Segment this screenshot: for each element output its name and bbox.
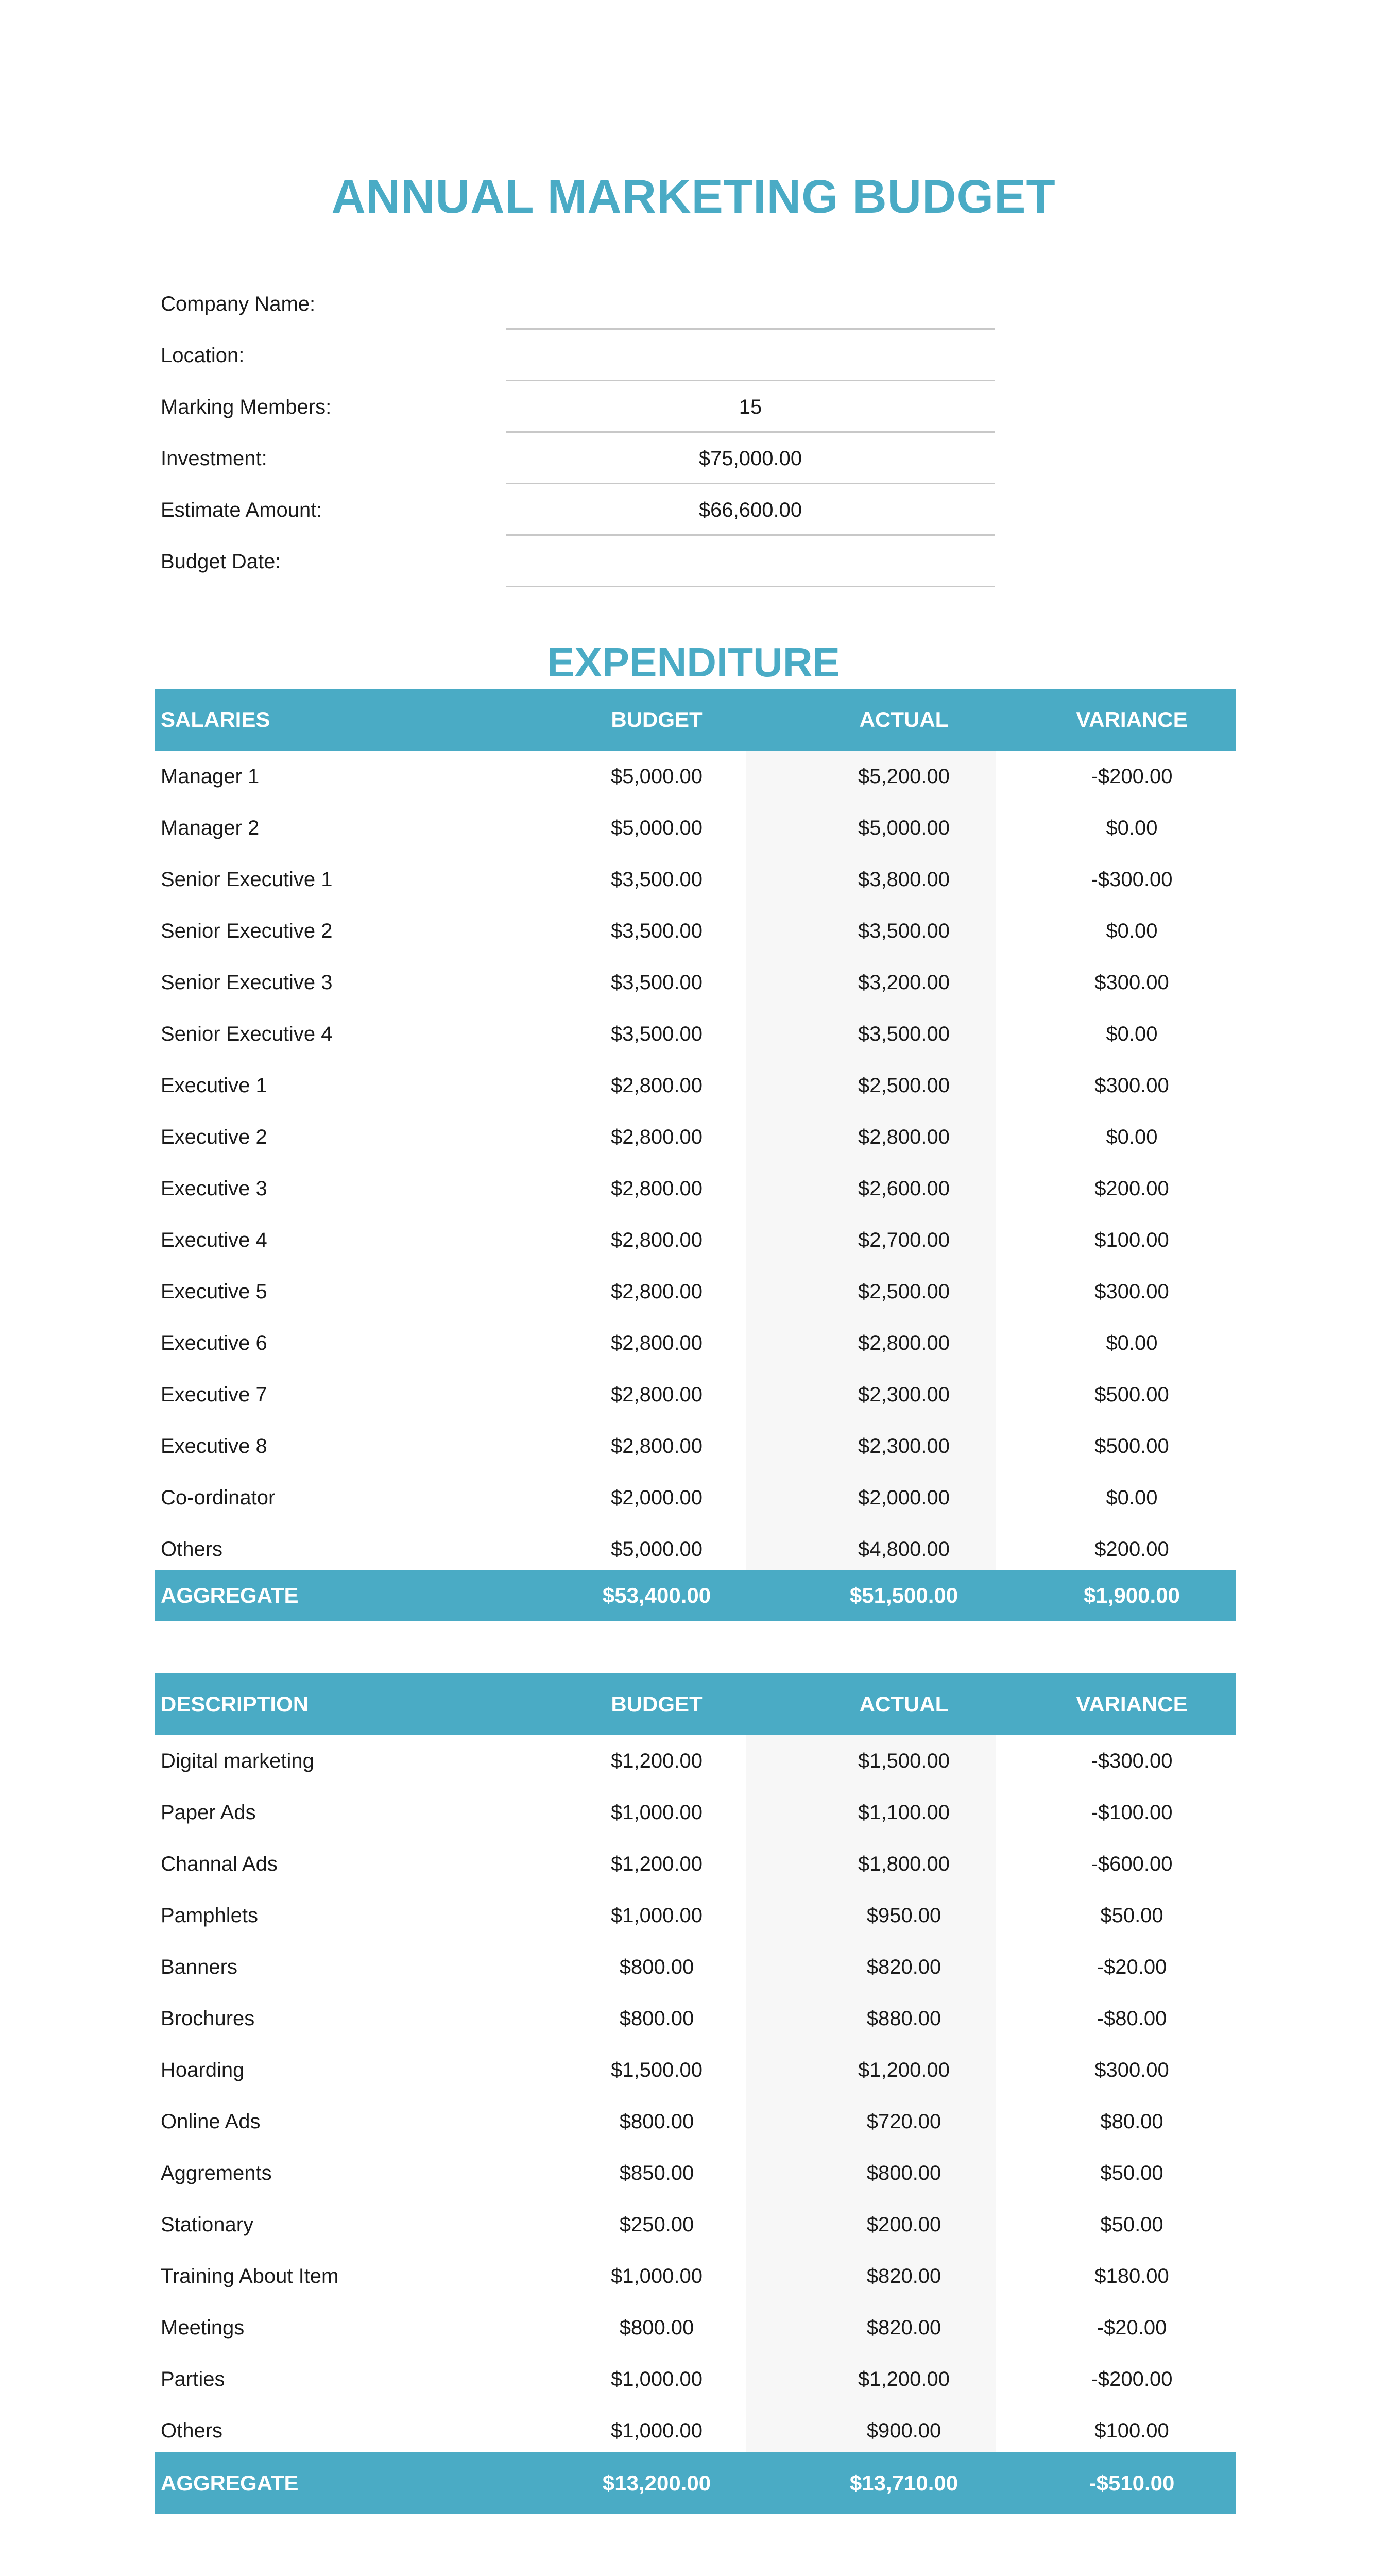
page-title: ANNUAL MARKETING BUDGET	[331, 171, 1056, 223]
aggregate-row	[155, 2452, 1236, 2514]
row-value: $50.00	[1100, 2213, 1163, 2236]
row-value: $1,100.00	[858, 1801, 950, 1824]
info-label: Company Name:	[161, 293, 316, 315]
row-value: $2,800.00	[858, 1331, 950, 1354]
info-row-investment	[161, 433, 995, 484]
table-row	[155, 1941, 1236, 1993]
total-cell: $13,200.00	[602, 2471, 711, 2495]
row-value: $2,800.00	[858, 1125, 950, 1148]
table-row	[155, 2353, 1236, 2405]
row-label: Executive 2	[161, 1125, 267, 1148]
info-row-members	[161, 381, 995, 433]
row-value: $3,500.00	[858, 919, 950, 942]
row-value: $2,700.00	[858, 1228, 950, 1251]
row-value: $3,500.00	[858, 1022, 950, 1045]
row-label: Others	[161, 2419, 223, 2442]
info-label: Budget Date:	[161, 550, 281, 573]
row-value: $200.00	[1094, 1537, 1169, 1561]
info-row-company	[161, 278, 995, 330]
info-row-location	[161, 330, 995, 381]
row-value: -$300.00	[1091, 868, 1173, 891]
row-label: Digital marketing	[161, 1749, 314, 1772]
header-cell: VARIANCE	[1076, 707, 1188, 732]
table-row	[155, 1008, 1236, 1060]
row-value: $2,500.00	[858, 1074, 950, 1097]
row-value: $3,200.00	[858, 971, 950, 994]
row-value: $300.00	[1094, 971, 1169, 994]
row-value: $2,300.00	[858, 1434, 950, 1458]
row-value: $1,800.00	[858, 1852, 950, 1875]
row-value: $820.00	[866, 2264, 941, 2287]
total-cell: AGGREGATE	[161, 2471, 299, 2495]
row-value: $0.00	[1106, 1331, 1158, 1354]
table-row	[155, 1735, 1236, 1787]
row-value: -$100.00	[1091, 1801, 1173, 1824]
row-value: $5,200.00	[858, 765, 950, 788]
row-value: -$200.00	[1091, 765, 1173, 788]
info-row-budget-date	[161, 536, 995, 587]
row-value: $500.00	[1094, 1434, 1169, 1458]
header-cell: DESCRIPTION	[161, 1692, 309, 1716]
row-label: Others	[161, 1537, 223, 1561]
row-value: $0.00	[1106, 816, 1158, 839]
row-value: $300.00	[1094, 2058, 1169, 2081]
total-cell: $53,400.00	[602, 1583, 711, 1607]
row-value: $300.00	[1094, 1280, 1169, 1303]
row-label: Executive 7	[161, 1383, 267, 1406]
row-value: $1,500.00	[611, 2058, 703, 2081]
row-value: $100.00	[1094, 2419, 1169, 2442]
row-value: $880.00	[866, 2007, 941, 2030]
row-value: $800.00	[619, 2110, 694, 2133]
row-value: $2,800.00	[611, 1434, 703, 1458]
row-label: Hoarding	[161, 2058, 245, 2081]
table-row	[155, 802, 1236, 854]
row-label: Executive 5	[161, 1280, 267, 1303]
row-label: Channal Ads	[161, 1852, 278, 1875]
table-row	[155, 1993, 1236, 2044]
row-value: $1,000.00	[611, 1904, 703, 1927]
members-field[interactable]: 15	[506, 381, 995, 433]
table-row	[155, 2405, 1236, 2456]
row-value: $900.00	[866, 2419, 941, 2442]
row-label: Parties	[161, 2367, 225, 2391]
row-value: -$80.00	[1097, 2007, 1167, 2030]
total-cell: $1,900.00	[1084, 1583, 1180, 1607]
row-value: $1,200.00	[611, 1852, 703, 1875]
row-label: Executive 6	[161, 1331, 267, 1354]
row-value: -$200.00	[1091, 2367, 1173, 2391]
row-label: Senior Executive 2	[161, 919, 333, 942]
row-value: $2,500.00	[858, 1280, 950, 1303]
row-value: -$20.00	[1097, 1955, 1167, 1978]
company-name-field[interactable]	[506, 278, 995, 330]
total-cell: -$510.00	[1089, 2471, 1175, 2495]
info-label: Marking Members:	[161, 396, 332, 418]
table-row	[155, 751, 1236, 802]
row-label: Paper Ads	[161, 1801, 256, 1824]
row-label: Executive 4	[161, 1228, 267, 1251]
row-label: Senior Executive 3	[161, 971, 333, 994]
row-value: $2,800.00	[611, 1383, 703, 1406]
row-value: -$20.00	[1097, 2316, 1167, 2339]
description-table	[155, 1673, 1236, 2514]
row-value: $200.00	[1094, 1177, 1169, 1200]
row-label: Online Ads	[161, 2110, 261, 2133]
table-row	[155, 1214, 1236, 1266]
row-label: Executive 8	[161, 1434, 267, 1458]
header-cell: BUDGET	[611, 707, 703, 732]
section-title: EXPENDITURE	[547, 639, 840, 685]
row-value: $0.00	[1106, 1486, 1158, 1509]
row-value: $720.00	[866, 2110, 941, 2133]
table-row	[155, 1523, 1236, 1575]
row-label: Banners	[161, 1955, 237, 1978]
row-value: $500.00	[1094, 1383, 1169, 1406]
table-row	[155, 1111, 1236, 1163]
table-row	[155, 2147, 1236, 2199]
location-field[interactable]	[506, 330, 995, 381]
estimate-amount-field[interactable]: $66,600.00	[506, 484, 995, 536]
row-value: $800.00	[619, 1955, 694, 1978]
row-value: $200.00	[866, 2213, 941, 2236]
row-label: Co-ordinator	[161, 1486, 276, 1509]
table-header	[155, 689, 1236, 751]
row-label: Executive 1	[161, 1074, 267, 1097]
table-row	[155, 854, 1236, 905]
row-value: $3,500.00	[611, 1022, 703, 1045]
row-value: $300.00	[1094, 1074, 1169, 1097]
row-value: $3,500.00	[611, 868, 703, 891]
row-value: $850.00	[619, 2161, 694, 2184]
info-label: Estimate Amount:	[161, 499, 322, 521]
table-row	[155, 1890, 1236, 1941]
row-label: Meetings	[161, 2316, 245, 2339]
row-value: $2,300.00	[858, 1383, 950, 1406]
table-row	[155, 1838, 1236, 1890]
budget-date-field[interactable]	[506, 536, 995, 587]
row-value: $1,200.00	[611, 1749, 703, 1772]
row-value: $800.00	[619, 2316, 694, 2339]
row-value: $50.00	[1100, 1904, 1163, 1927]
row-label: Pamphlets	[161, 1904, 258, 1927]
row-label: Brochures	[161, 2007, 255, 2030]
row-value: $0.00	[1106, 1022, 1158, 1045]
table-row	[155, 1266, 1236, 1317]
info-row-estimate	[161, 484, 995, 536]
row-label: Aggrements	[161, 2161, 272, 2184]
row-label: Senior Executive 1	[161, 868, 333, 891]
row-value: $1,000.00	[611, 2419, 703, 2442]
row-value: $180.00	[1094, 2264, 1169, 2287]
row-value: $2,800.00	[611, 1228, 703, 1251]
row-value: $1,000.00	[611, 1801, 703, 1824]
table-row	[155, 2199, 1236, 2250]
row-value: $250.00	[619, 2213, 694, 2236]
row-value: $5,000.00	[858, 816, 950, 839]
row-value: $820.00	[866, 2316, 941, 2339]
row-value: $50.00	[1100, 2161, 1163, 2184]
row-value: $5,000.00	[611, 1537, 703, 1561]
row-value: $2,800.00	[611, 1280, 703, 1303]
row-value: $2,800.00	[611, 1125, 703, 1148]
row-label: Executive 3	[161, 1177, 267, 1200]
row-value: $2,800.00	[611, 1177, 703, 1200]
header-cell: BUDGET	[611, 1692, 703, 1716]
row-value: $2,800.00	[611, 1074, 703, 1097]
row-label: Manager 2	[161, 816, 260, 839]
info-label: Investment:	[161, 447, 267, 470]
row-value: -$600.00	[1091, 1852, 1173, 1875]
row-value: $950.00	[866, 1904, 941, 1927]
row-value: $3,800.00	[858, 868, 950, 891]
investment-field[interactable]: $75,000.00	[506, 433, 995, 484]
table-row	[155, 1369, 1236, 1420]
table-row	[155, 1317, 1236, 1369]
row-value: $1,200.00	[858, 2058, 950, 2081]
total-cell: $13,710.00	[849, 2471, 958, 2495]
row-value: $5,000.00	[611, 765, 703, 788]
row-value: $1,500.00	[858, 1749, 950, 1772]
row-value: $80.00	[1100, 2110, 1163, 2133]
table-row	[155, 1163, 1236, 1214]
row-value: $1,000.00	[611, 2264, 703, 2287]
table-row	[155, 2250, 1236, 2302]
row-value: $800.00	[866, 2161, 941, 2184]
row-value: $2,600.00	[858, 1177, 950, 1200]
row-value: $2,800.00	[611, 1331, 703, 1354]
row-value: $0.00	[1106, 919, 1158, 942]
table-row	[155, 1420, 1236, 1472]
header-cell: ACTUAL	[859, 707, 949, 732]
header-cell: SALARIES	[161, 707, 270, 732]
row-value: $820.00	[866, 1955, 941, 1978]
row-label: Training About Item	[161, 2264, 339, 2287]
row-value: $4,800.00	[858, 1537, 950, 1561]
salaries-table	[155, 689, 1236, 1621]
row-value: -$300.00	[1091, 1749, 1173, 1772]
row-value: $5,000.00	[611, 816, 703, 839]
row-value: $1,200.00	[858, 2367, 950, 2391]
row-label: Senior Executive 4	[161, 1022, 333, 1045]
row-value: $0.00	[1106, 1125, 1158, 1148]
table-row	[155, 2096, 1236, 2147]
info-label: Location:	[161, 344, 245, 367]
row-label: Manager 1	[161, 765, 260, 788]
row-value: $100.00	[1094, 1228, 1169, 1251]
table-row	[155, 905, 1236, 957]
row-value: $3,500.00	[611, 919, 703, 942]
table-row	[155, 2044, 1236, 2096]
row-value: $2,000.00	[858, 1486, 950, 1509]
table-header	[155, 1673, 1236, 1735]
row-value: $3,500.00	[611, 971, 703, 994]
header-cell: ACTUAL	[859, 1692, 949, 1716]
total-cell: AGGREGATE	[161, 1583, 299, 1607]
table-row	[155, 1060, 1236, 1111]
row-label: Stationary	[161, 2213, 254, 2236]
row-value: $1,000.00	[611, 2367, 703, 2391]
table-row	[155, 957, 1236, 1008]
table-row	[155, 1787, 1236, 1838]
header-cell: VARIANCE	[1076, 1692, 1188, 1716]
row-value: $800.00	[619, 2007, 694, 2030]
table-row	[155, 1472, 1236, 1523]
aggregate-row	[155, 1570, 1236, 1621]
row-value: $2,000.00	[611, 1486, 703, 1509]
table-row	[155, 2302, 1236, 2353]
total-cell: $51,500.00	[849, 1583, 958, 1607]
